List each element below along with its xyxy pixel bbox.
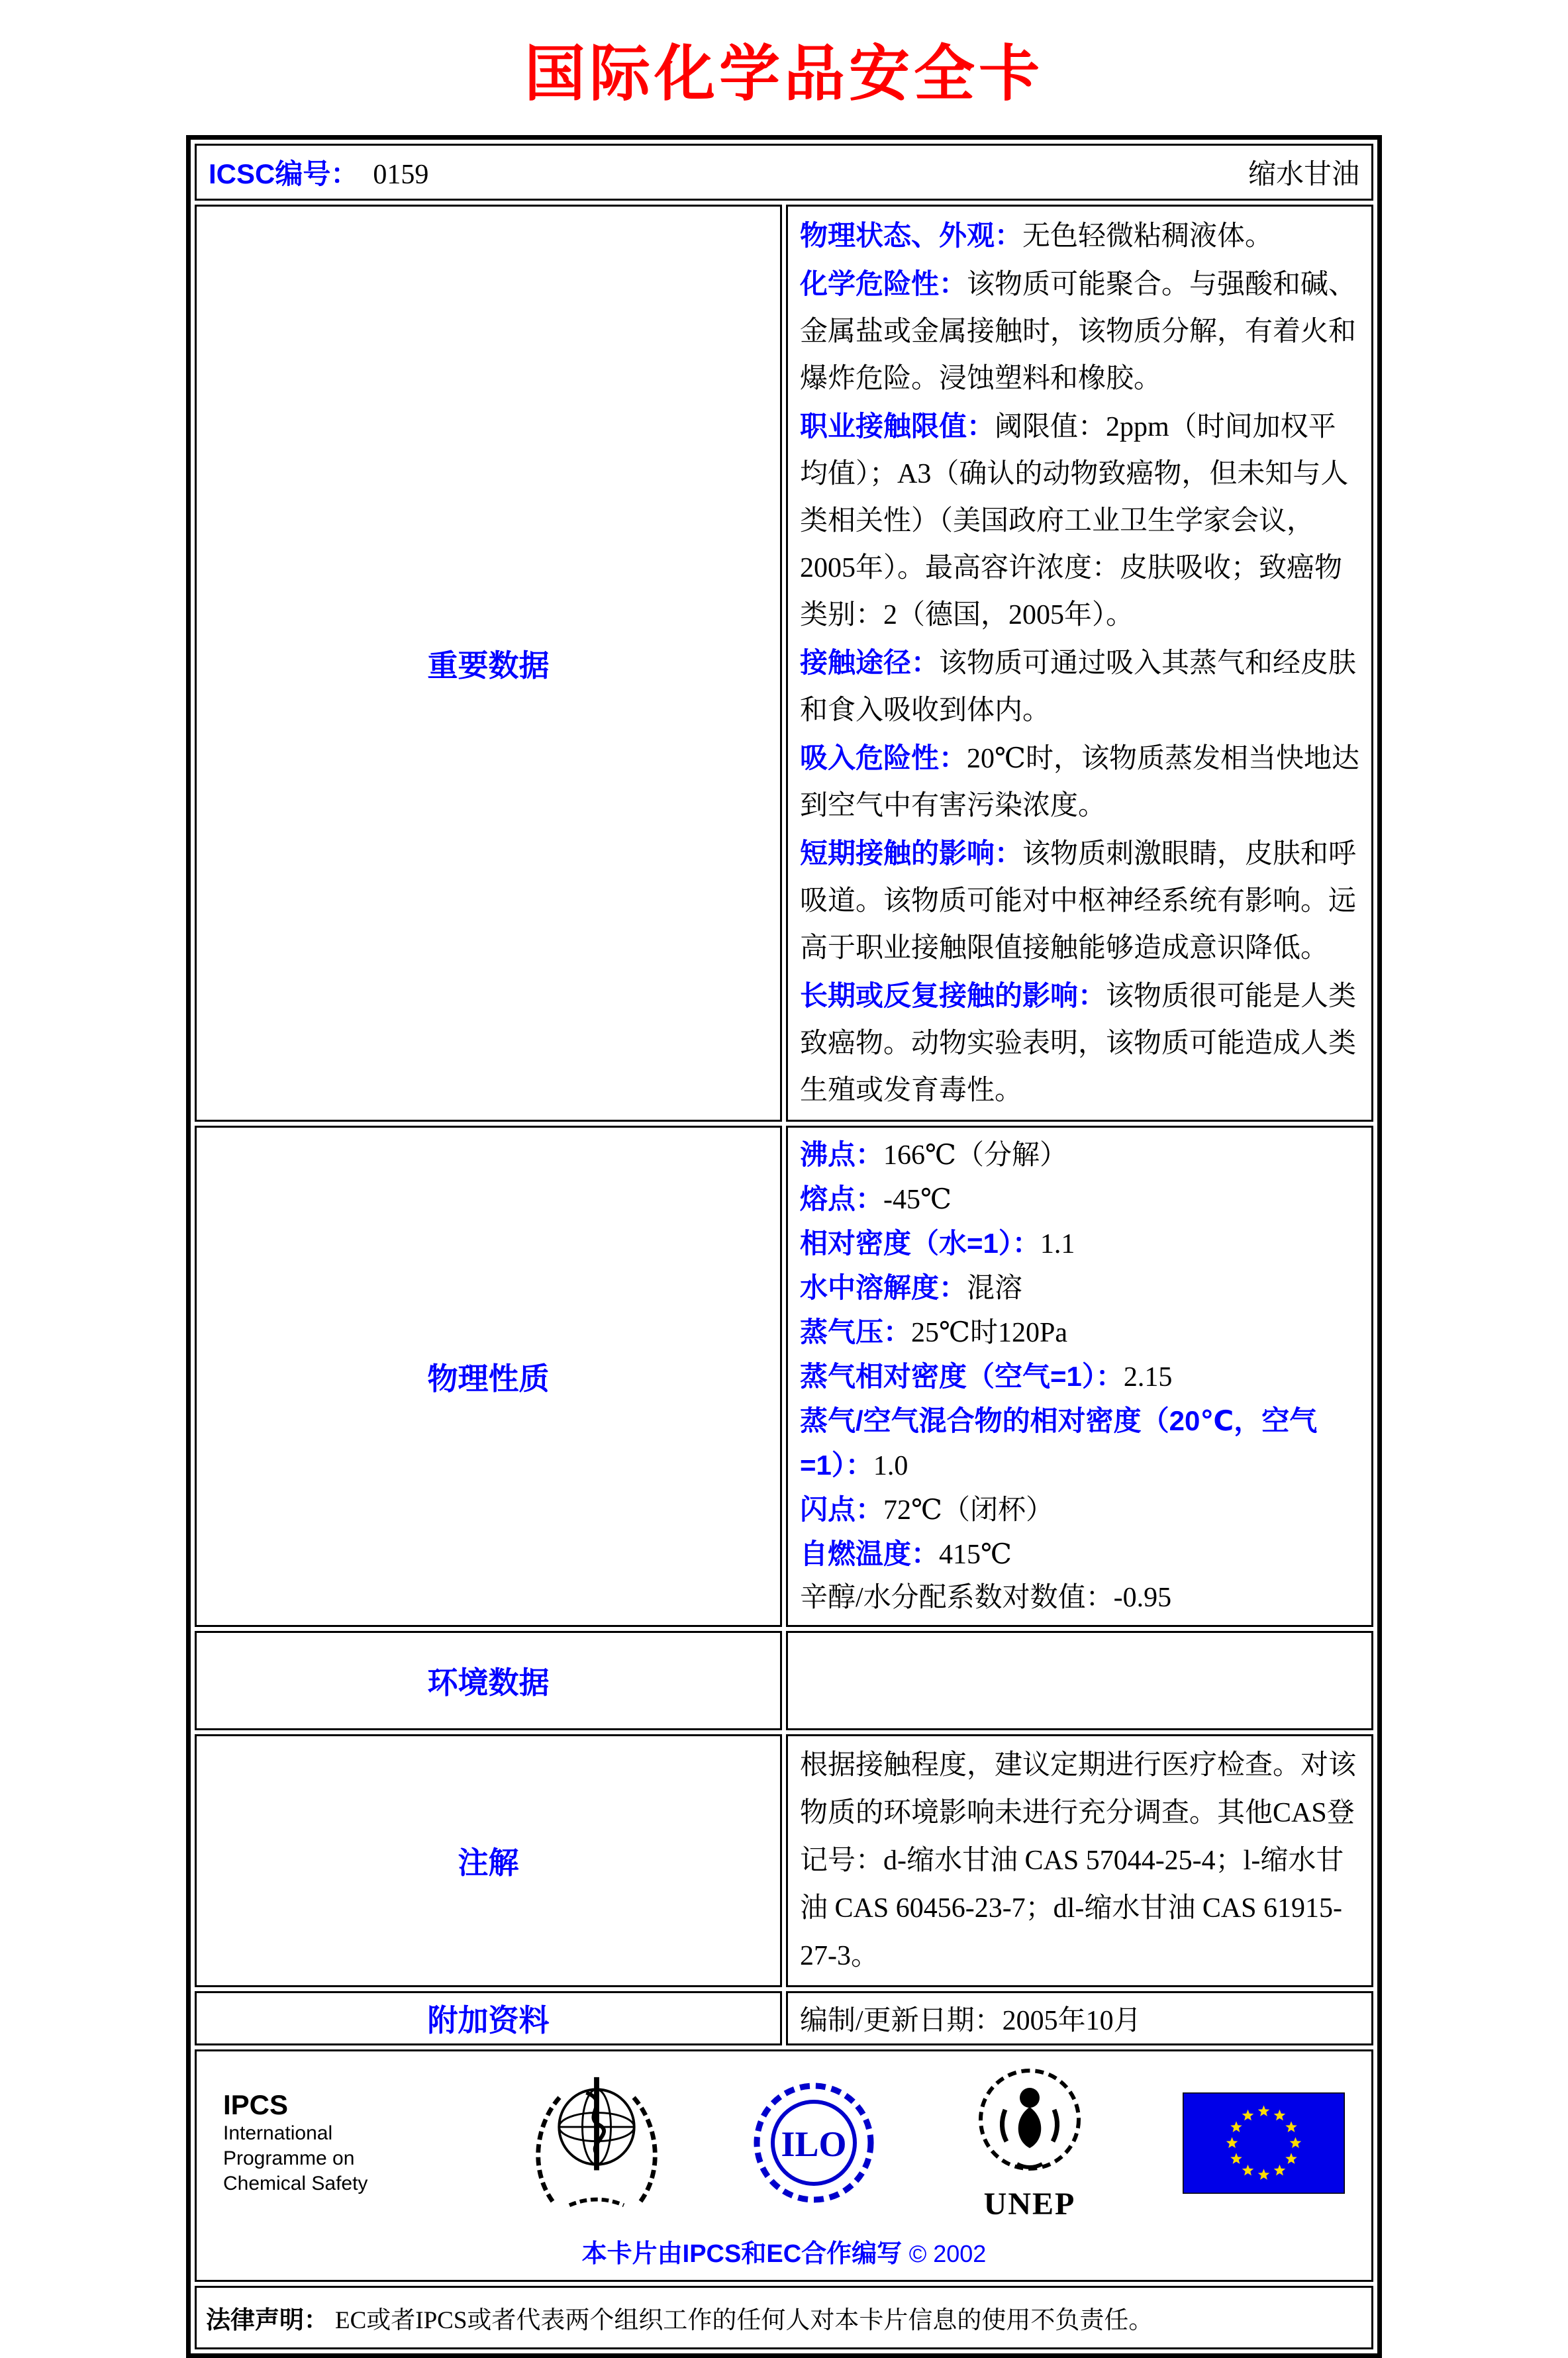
header-row	[195, 144, 1373, 201]
field-label: 熔点：	[800, 1183, 884, 1214]
physical-entry	[800, 1177, 1359, 1222]
icsc-number-label: ICSC编号：	[209, 158, 359, 189]
environment-data-row	[195, 1631, 1373, 1730]
important-entry	[800, 734, 1359, 830]
field-value: 该物质可通过吸入其蒸气和经皮肤和食入吸收到体内。	[800, 648, 1357, 726]
field-label: 长期或反复接触的影响：	[800, 980, 1106, 1011]
ilo-label: ILO	[781, 2124, 847, 2164]
field-value: 2.15	[1123, 1362, 1173, 1393]
important-data-content	[786, 205, 1373, 1122]
field-value: 无色轻微粘稠液体。	[1022, 221, 1273, 252]
who-logo-icon	[530, 2072, 663, 2214]
important-entry	[800, 212, 1359, 260]
physical-entry	[800, 1222, 1359, 1266]
important-entry	[800, 830, 1359, 972]
field-label: 相对密度（水=1）：	[800, 1228, 1040, 1259]
field-value: 72℃（闭杯）	[883, 1495, 1054, 1526]
physical-entry	[800, 1532, 1359, 1577]
additional-info-row	[195, 1991, 1373, 2045]
field-value: 该物质可能聚合。与强酸和碱、金属盐或金属接触时，该物质分解，有着火和爆炸危险。浸蚀塑料和橡胶。	[800, 270, 1357, 394]
physical-entry	[800, 1399, 1359, 1488]
physical-properties-row	[195, 1126, 1373, 1627]
substance-name: 缩水甘油	[1248, 160, 1359, 190]
field-label: 接触途径：	[800, 647, 940, 678]
ipcs-text-block	[223, 2089, 442, 2196]
unep-logo-icon	[965, 2063, 1095, 2222]
section-label-physical-properties: 物理性质	[195, 1126, 782, 1627]
field-value: 1.1	[1040, 1229, 1075, 1259]
icsc-number-value: 0159	[373, 160, 429, 190]
ipcs-line1: International	[223, 2122, 333, 2144]
physical-entry	[800, 1577, 1359, 1620]
section-label-environment-data: 环境数据	[195, 1631, 782, 1730]
field-value: 混溶	[967, 1273, 1023, 1304]
field-value: 166℃（分解）	[883, 1140, 1067, 1171]
field-value: 20℃时，该物质蒸发相当快地达到空气中有害污染浓度。	[800, 744, 1359, 821]
field-label: 蒸气压：	[800, 1316, 912, 1348]
notes-text: 根据接触程度，建议定期进行医疗检查。对该物质的环境影响未进行充分调查。其他CAS登记号：d-缩水甘油 CAS 57044-25-4；l-缩水甘油 CAS 60456-23-7；dl-缩水甘油 CAS 61915-27-3。	[800, 1750, 1357, 1971]
section-label-notes: 注解	[195, 1734, 782, 1987]
header-cell	[195, 144, 1373, 201]
page-title: 国际化学品安全卡	[524, 40, 1044, 108]
field-label: 自燃温度：	[800, 1538, 940, 1569]
legal-text: EC或者IPCS或者代表两个组织工作的任何人对本卡片信息的使用不负责任。	[335, 2307, 1153, 2334]
unep-label: UNEP	[983, 2186, 1075, 2222]
important-entry	[800, 260, 1359, 403]
important-entry	[800, 972, 1359, 1114]
environment-data-content	[786, 1631, 1373, 1730]
logos-row	[195, 2049, 1373, 2282]
credit-line	[223, 2233, 1345, 2269]
field-value: 415℃	[939, 1540, 1012, 1570]
field-value: 25℃时120Pa	[911, 1318, 1067, 1348]
physical-entry	[800, 1488, 1359, 1532]
field-label: 短期接触的影响：	[800, 838, 1023, 869]
ipcs-abbr: IPCS	[223, 2089, 289, 2120]
field-label: 蒸气相对密度（空气=1）：	[800, 1361, 1124, 1392]
field-label: 化学危险性：	[800, 268, 967, 299]
physical-entry	[800, 1355, 1359, 1399]
notes-content	[786, 1734, 1373, 1987]
field-label: 水中溶解度：	[800, 1272, 967, 1303]
field-value: 该物质很可能是人类致癌物。动物实验表明，该物质可能造成人类生殖或发育毒性。	[800, 981, 1357, 1106]
safety-card-table	[186, 135, 1382, 2358]
field-value: -45℃	[883, 1185, 952, 1215]
notes-row	[195, 1734, 1373, 1987]
field-label: 蒸气/空气混合物的相对密度（20℃，空气=1）：	[800, 1405, 1318, 1481]
ilo-logo-icon	[751, 2080, 877, 2206]
field-label: 沸点：	[800, 1139, 884, 1170]
ipcs-line3: Chemical Safety	[223, 2173, 368, 2194]
field-label: 职业接触限值：	[800, 411, 995, 442]
credit-text: 本卡片由IPCS和EC合作编写	[581, 2240, 903, 2268]
legal-label: 法律声明：	[206, 2306, 328, 2333]
physical-entry	[800, 1266, 1359, 1310]
field-label: 辛醇/水分配系数对数值：	[800, 1583, 1114, 1613]
ipcs-line2: Programme on	[223, 2147, 355, 2169]
important-entry	[800, 403, 1359, 639]
section-label-additional-info: 附加资料	[195, 1991, 782, 2045]
physical-entry	[800, 1133, 1359, 1177]
physical-properties-content	[786, 1126, 1373, 1627]
field-label: 闪点：	[800, 1494, 884, 1525]
section-label-important-data: 重要数据	[195, 205, 782, 1122]
copyright-text: © 2002	[908, 2240, 987, 2267]
additional-info-content: 编制/更新日期：2005年10月	[786, 1991, 1373, 2045]
legal-cell	[195, 2286, 1373, 2349]
physical-entry	[800, 1310, 1359, 1355]
legal-row	[195, 2286, 1373, 2349]
field-label: 物理状态、外观：	[800, 220, 1023, 251]
field-value: 该物质刺激眼睛，皮肤和呼吸道。该物质可能对中枢神经系统有影响。远高于职业接触限值接触能够造成意识降低。	[800, 839, 1357, 963]
important-data-row	[195, 205, 1373, 1122]
field-label: 吸入危险性：	[800, 742, 967, 773]
field-value: 1.0	[873, 1451, 908, 1481]
field-value: 阈限值：2ppm（时间加权平均值）；A3（确认的动物致癌物，但未知与人类相关性）（美国政府工业卫生学家会议，2005年）。最高容许浓度：皮肤吸收；致癌物类别：2（德国，2005年）。	[800, 412, 1349, 630]
important-entry	[800, 639, 1359, 734]
field-value: -0.95	[1113, 1583, 1172, 1613]
logos-cell	[195, 2049, 1373, 2282]
eu-flag-icon	[1183, 2092, 1345, 2194]
